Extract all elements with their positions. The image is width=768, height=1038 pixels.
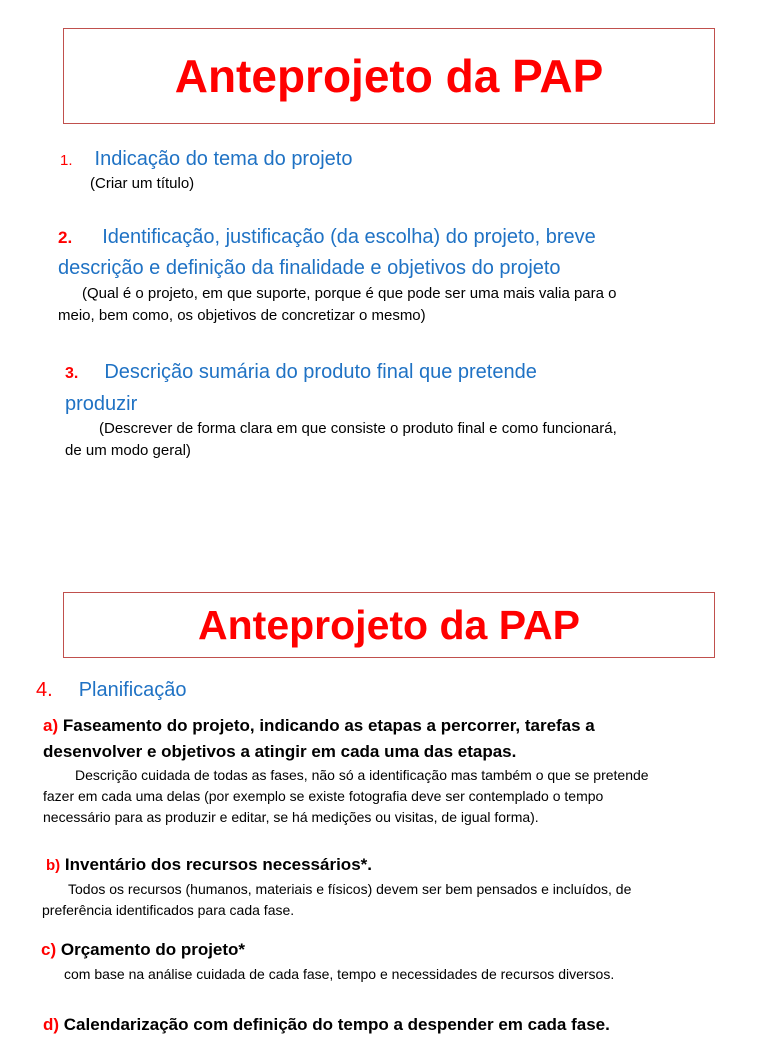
item3-heading-line2: produzir: [65, 393, 138, 415]
item-b-note-line1: Todos os recursos (humanos, materiais e físicos) devem ser bem pensados e incluídos, de: [68, 881, 632, 897]
item-a-heading-text1: Faseamento do projeto, indicando as etapas a percorrer, tarefas a: [62, 716, 595, 735]
item-c-note-line1: com base na análise cuidada de cada fase, tempo e necessidades de recursos diversos.: [64, 966, 615, 982]
item3-note-line2: de um modo geral): [65, 442, 191, 459]
item-b-letter: b): [46, 857, 61, 874]
item-b-heading-line: [46, 852, 372, 879]
item4-number: 4.: [36, 679, 53, 701]
item2-note-line1: (Qual é o projeto, em que suporte, porque é que pode ser uma mais valia para o: [82, 285, 617, 302]
item-b-note: [42, 879, 631, 921]
item2-note: [58, 283, 617, 327]
item3-heading-text1: Descrição sumária do produto final que pretende: [104, 361, 537, 383]
item4-heading: Planificação: [78, 679, 187, 701]
item-a-heading-line1: [43, 713, 735, 739]
slide2-title-box: [63, 592, 715, 658]
slide1-title: Anteprojeto da PAP: [174, 50, 604, 102]
item1-heading-line: [60, 145, 352, 175]
item-d-heading-line: [43, 1012, 610, 1038]
item-a-note-line2: fazer em cada uma delas (por exemplo se existe fotografia deve ser contemplado o tempo: [43, 788, 604, 804]
item-c-note: [64, 964, 614, 985]
item2-heading-text1: Identificação, justificação (da escolha) do projeto, breve: [102, 226, 596, 248]
item2-heading-line2: descrição e definição da finalidade e objetivos do projeto: [58, 257, 561, 279]
item3-number: 3.: [65, 365, 79, 382]
item3-note: [65, 418, 617, 462]
item2-number: 2.: [58, 228, 73, 247]
item-c-letter: c): [41, 940, 57, 959]
item-a-note-line1: Descrição cuidada de todas as fases, não só a identificação mas também o que se pretende: [75, 767, 649, 783]
item-c-heading: Orçamento do projeto*: [60, 940, 246, 959]
item1-note: (Criar um título): [90, 175, 195, 192]
item3-note-line1: (Descrever de forma clara em que consiste o produto final e como funcionará,: [99, 420, 617, 437]
item-a-heading-line2: desenvolver e objetivos a atingir em cada uma das etapas.: [43, 742, 517, 761]
item1-heading: Indicação do tema do projeto: [94, 148, 353, 170]
item-a-note: [43, 765, 649, 828]
item-d-letter: d): [43, 1015, 60, 1034]
item3-heading-line1: [65, 357, 537, 389]
item-b-note-line2: preferência identificados para cada fase.: [42, 902, 295, 918]
item1-number: 1.: [60, 152, 73, 169]
item3-heading: [65, 357, 537, 420]
item-d-heading: Calendarização com definição do tempo a despender em cada fase.: [63, 1015, 610, 1034]
slide2-title: Anteprojeto da PAP: [198, 601, 580, 648]
item2-heading-line1: [58, 222, 596, 253]
item2-note-line2: meio, bem como, os objetivos de concretizar o mesmo): [58, 307, 426, 324]
item-a-note-line3: necessário para as produzir e editar, se há medições ou visitas, de igual forma).: [43, 809, 539, 825]
item-a-heading: [43, 713, 735, 765]
item-c-heading-line: [41, 937, 245, 963]
item2-heading: [58, 222, 596, 284]
slide1-title-box: [63, 28, 715, 124]
item4-heading-line: [36, 676, 187, 704]
item-a-letter: a): [43, 716, 59, 735]
item-b-heading: Inventário dos recursos necessários*.: [64, 855, 372, 874]
